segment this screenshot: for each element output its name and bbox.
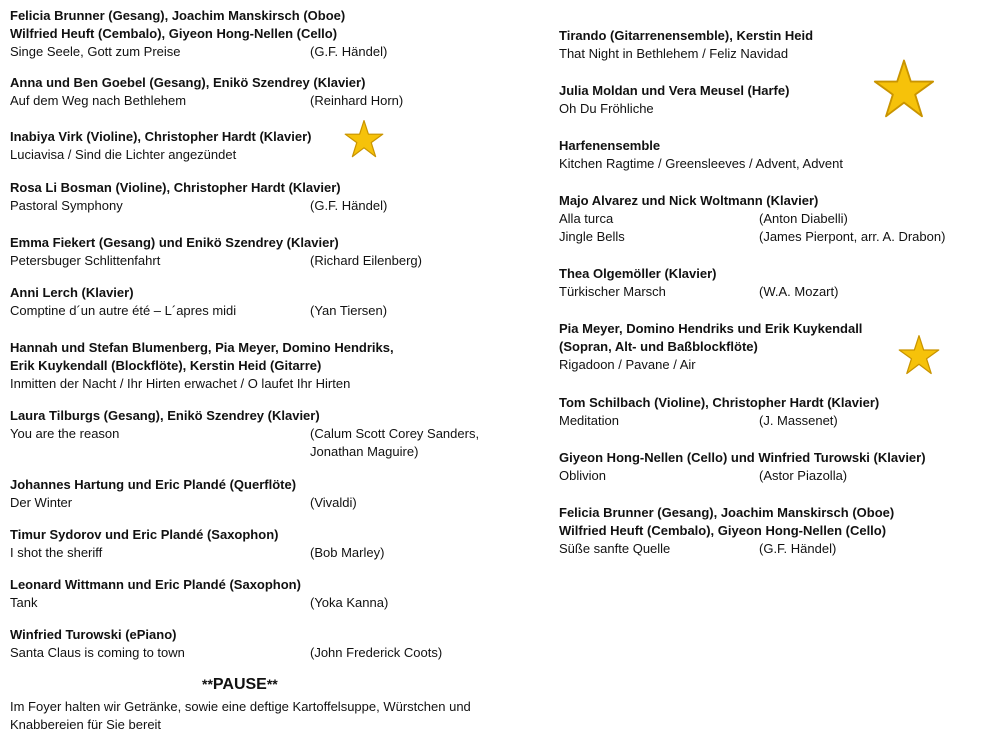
performers <box>10 234 510 252</box>
performers <box>10 626 510 644</box>
performer-line: Leonard Wittmann und Eric Plandé (Saxophon) <box>10 577 301 592</box>
piece-title: Inmitten der Nacht / Ihr Hirten erwachet / O laufet Ihr Hirten <box>10 376 351 392</box>
piece-row <box>559 412 989 430</box>
piece-row <box>10 644 510 662</box>
performers <box>10 576 510 594</box>
performer-line: Laura Tilburgs (Gesang), Enikö Szendrey (Klavier) <box>10 408 320 423</box>
piece-title: Auf dem Weg nach Bethlehem <box>10 93 187 109</box>
performers <box>559 394 989 412</box>
program-entry <box>10 339 510 394</box>
performer-line: Julia Moldan und Vera Meusel (Harfe) <box>559 83 790 98</box>
performers <box>559 27 989 45</box>
performer-line: Felicia Brunner (Gesang), Joachim Manskirsch (Oboe) <box>559 505 895 520</box>
performer-line: Timur Sydorov und Eric Plandé (Saxophon) <box>10 527 279 542</box>
program-entry <box>10 234 510 270</box>
performers <box>10 74 510 92</box>
piece-composer: (Vivaldi) <box>310 495 357 511</box>
piece-title: That Night in Bethlehem / Feliz Navidad <box>559 46 789 62</box>
performers <box>10 476 510 494</box>
piece-title: Petersbuger Schlittenfahrt <box>10 253 161 269</box>
piece-row <box>10 252 510 270</box>
piece-title: Oblivion <box>559 468 606 484</box>
performer-line: Pia Meyer, Domino Hendriks und Erik Kuykendall <box>559 321 863 336</box>
piece-title: Singe Seele, Gott zum Preise <box>10 44 181 60</box>
pause-heading <box>202 676 278 694</box>
piece-composer: (Yoka Kanna) <box>310 595 389 611</box>
piece-composer: (G.F. Händel) <box>759 541 837 557</box>
piece-composer: (J. Massenet) <box>759 413 838 429</box>
piece-composer: (Yan Tiersen) <box>310 303 388 319</box>
piece-row <box>10 425 510 461</box>
performers <box>10 179 510 197</box>
performer-line: Giyeon Hong-Nellen (Cello) und Winfried Turowski (Klavier) <box>559 450 926 465</box>
program-entry <box>559 504 989 559</box>
star-icon <box>344 119 384 159</box>
piece-row <box>10 544 510 562</box>
piece-composer: (Anton Diabelli) <box>759 211 848 227</box>
piece-row <box>10 43 510 61</box>
performers <box>10 339 510 375</box>
piece-composer: (G.F. Händel) <box>310 198 388 214</box>
performer-line: Inabiya Virk (Violine), Christopher Hardt (Klavier) <box>10 129 312 144</box>
piece-row <box>10 92 510 110</box>
program-entry <box>559 265 989 301</box>
piece-title: I shot the sheriff <box>10 545 103 561</box>
piece-row <box>10 146 510 164</box>
piece-title: Jingle Bells <box>559 229 625 245</box>
piece-row <box>559 540 989 558</box>
piece-composer: (G.F. Händel) <box>310 44 388 60</box>
composer-line: (Calum Scott Corey Sanders, <box>310 426 480 442</box>
performers <box>10 526 510 544</box>
piece-title: Alla turca <box>559 211 614 227</box>
composer-line: Jonathan Maguire) <box>310 444 419 460</box>
performer-line: Hannah und Stefan Blumenberg, Pia Meyer, Domino Hendriks, <box>10 340 394 355</box>
performer-line: Tom Schilbach (Violine), Christopher Hardt (Klavier) <box>559 395 880 410</box>
performer-line: (Sopran, Alt- und Baßblockflöte) <box>559 339 758 355</box>
piece-row <box>10 594 510 612</box>
piece-composer: (W.A. Mozart) <box>759 284 839 300</box>
piece-title: Comptine d´un autre été – L´apres midi <box>10 303 237 319</box>
program-entry <box>10 7 510 62</box>
performer-line: Harfenensemble <box>559 138 661 153</box>
piece-row <box>559 283 989 301</box>
piece-title: Der Winter <box>10 495 73 511</box>
performers <box>10 407 510 425</box>
program-entry <box>10 179 510 215</box>
performers <box>10 284 510 302</box>
pause-stars-after: ** <box>266 676 278 692</box>
performers <box>559 137 989 155</box>
star-icon <box>898 334 940 376</box>
piece-row <box>559 467 989 485</box>
pause-label: PAUSE <box>212 676 267 693</box>
program-entry <box>10 284 510 320</box>
piece-title: Tank <box>10 595 38 611</box>
performers <box>559 504 989 540</box>
piece-title: Rigadoon / Pavane / Air <box>559 357 696 373</box>
piece-title: Santa Claus is coming to town <box>10 645 185 661</box>
performer-line: Wilfried Heuft (Cembalo), Giyeon Hong-Nellen (Cello) <box>10 26 338 42</box>
program-entry <box>10 576 510 612</box>
program-entry <box>10 626 510 662</box>
piece-composer: (Bob Marley) <box>310 545 385 561</box>
piece-composer: (John Frederick Coots) <box>310 645 443 661</box>
piece-title: Luciavisa / Sind die Lichter angezündet <box>10 147 237 163</box>
piece-composer: (Richard Eilenberg) <box>310 253 422 269</box>
performers <box>10 128 510 146</box>
piece-row <box>10 197 510 215</box>
performer-line: Winfried Turowski (ePiano) <box>10 627 177 642</box>
performer-line: Tirando (Gitarrenensemble), Kerstin Heid <box>559 28 814 43</box>
performers <box>559 265 989 283</box>
performer-line: Thea Olgemöller (Klavier) <box>559 266 717 281</box>
performer-line: Wilfried Heuft (Cembalo), Giyeon Hong-Nellen (Cello) <box>559 523 887 539</box>
performers <box>10 7 510 43</box>
pause-note: Im Foyer halten wir Getränke, sowie eine deftige Kartoffelsuppe, Würstchen und Knabbereien für Sie bereit <box>10 699 471 733</box>
program-entry <box>559 394 989 430</box>
piece-title: You are the reason <box>10 426 120 442</box>
performer-line: Anni Lerch (Klavier) <box>10 285 134 300</box>
performer-line: Felicia Brunner (Gesang), Joachim Manskirsch (Oboe) <box>10 8 346 23</box>
pause-stars-before: ** <box>202 676 213 692</box>
program-entry <box>559 192 989 247</box>
program-entry <box>10 526 510 562</box>
performer-line: Majo Alvarez und Nick Woltmann (Klavier) <box>559 193 819 208</box>
performer-line: Anna und Ben Goebel (Gesang), Enikö Szendrey (Klavier) <box>10 75 366 90</box>
piece-row <box>559 228 989 246</box>
piece-title: Türkischer Marsch <box>559 284 666 300</box>
program-entry <box>10 128 510 164</box>
performers <box>559 192 989 210</box>
piece-composer: (Reinhard Horn) <box>310 93 404 109</box>
piece-composer: (James Pierpont, arr. A. Drabon) <box>759 229 946 245</box>
program-entry <box>10 476 510 512</box>
piece-row <box>559 155 989 173</box>
piece-row <box>10 375 510 393</box>
star-icon <box>873 58 935 120</box>
program-entry <box>10 74 510 110</box>
piece-title: Meditation <box>559 413 619 429</box>
piece-title: Kitchen Ragtime / Greensleeves / Advent, Advent <box>559 156 843 172</box>
performer-line: Erik Kuykendall (Blockflöte), Kerstin Heid (Gitarre) <box>10 358 322 374</box>
program-entry <box>10 407 510 462</box>
program-entry <box>559 137 989 173</box>
piece-composer <box>310 425 479 461</box>
piece-composer: (Astor Piazolla) <box>759 468 848 484</box>
program-entry <box>559 449 989 485</box>
piece-row <box>10 494 510 512</box>
piece-title: Pastoral Symphony <box>10 198 123 214</box>
performers <box>559 449 989 467</box>
piece-row <box>559 210 989 228</box>
performer-line: Emma Fiekert (Gesang) und Enikö Szendrey (Klavier) <box>10 235 339 250</box>
piece-title: Süße sanfte Quelle <box>559 541 671 557</box>
performer-line: Johannes Hartung und Eric Plandé (Querflöte) <box>10 477 297 492</box>
performer-line: Rosa Li Bosman (Violine), Christopher Hardt (Klavier) <box>10 180 341 195</box>
piece-title: Oh Du Fröhliche <box>559 101 654 117</box>
piece-row <box>10 302 510 320</box>
